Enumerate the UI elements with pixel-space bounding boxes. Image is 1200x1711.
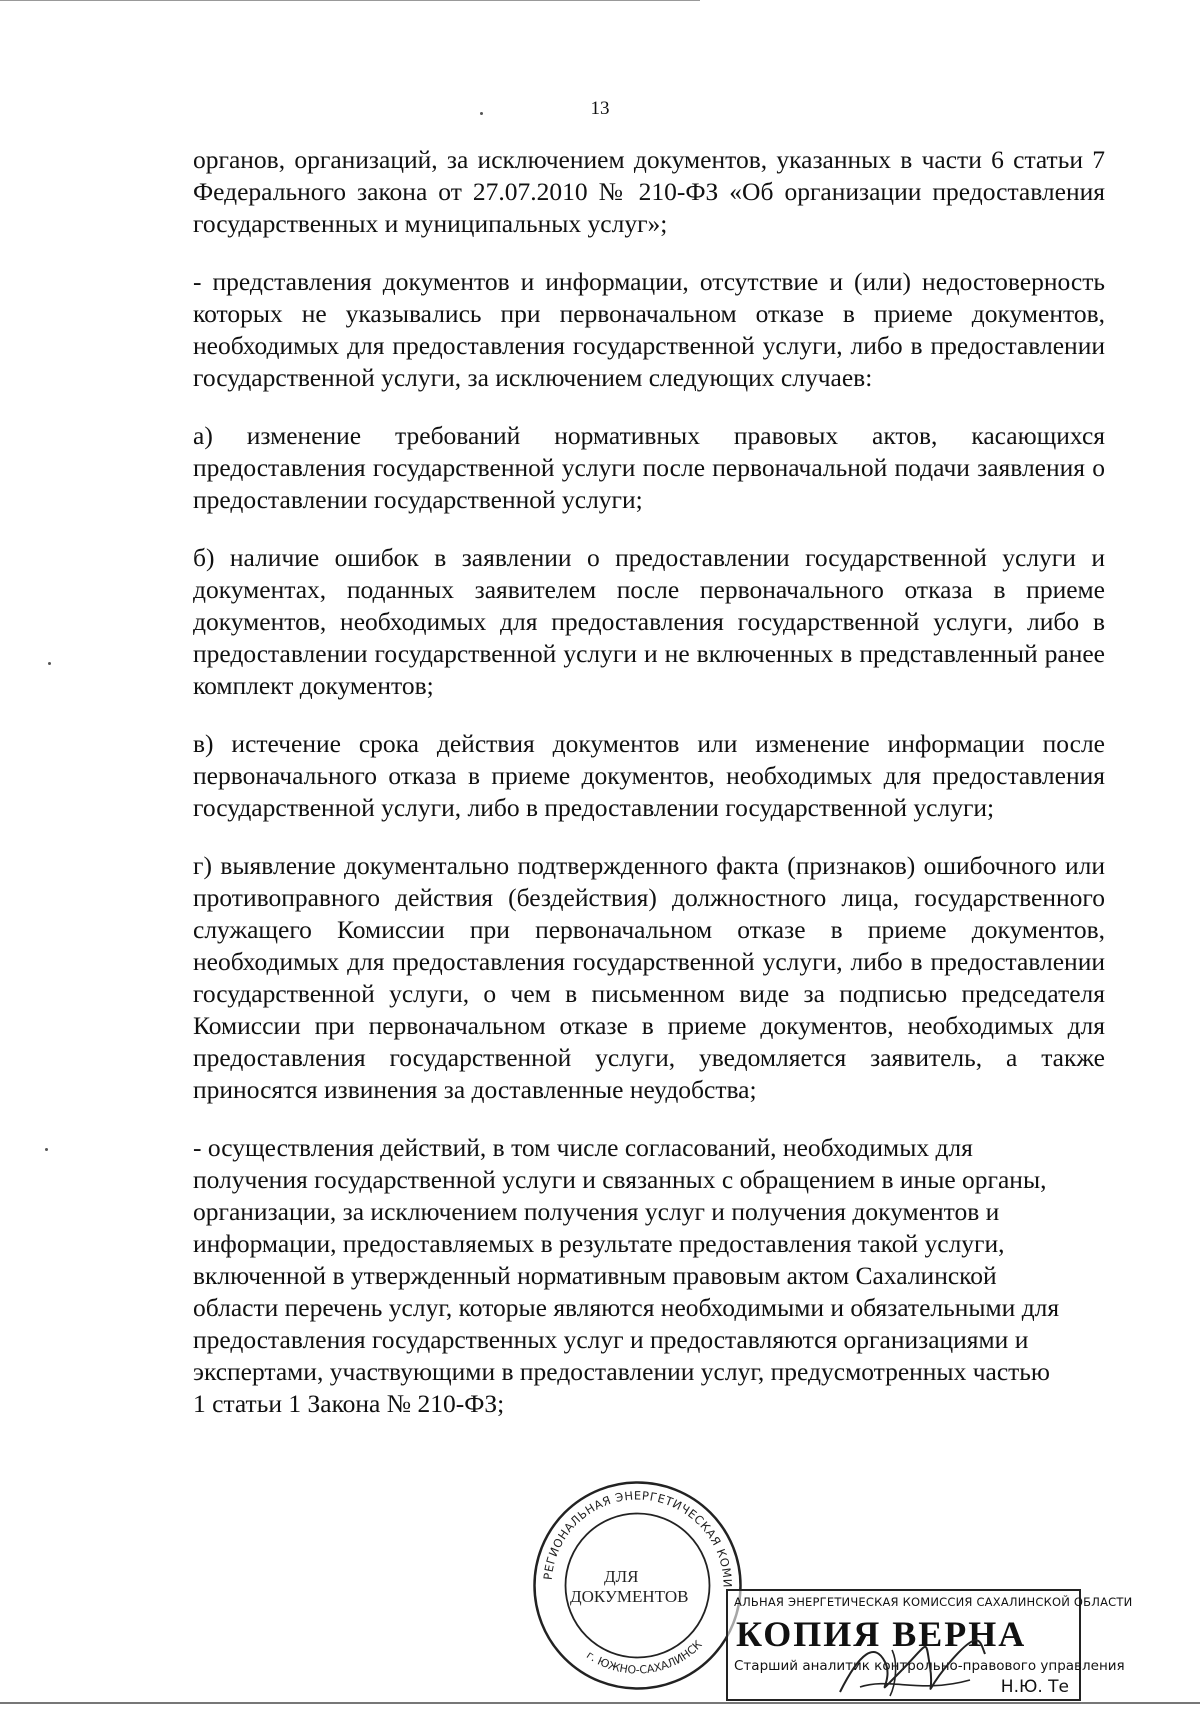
- seal-bottom-text: г. ЮЖНО-САХАЛИНСК: [584, 1637, 705, 1677]
- stamp-organization: АЛЬНАЯ ЭНЕРГЕТИЧЕСКАЯ КОМИССИЯ САХАЛИНСКОЙ ОБЛАСТИ: [734, 1595, 1133, 1609]
- top-edge-rule: [0, 0, 700, 1]
- page-number: 13: [590, 98, 610, 119]
- bottom-edge-rule: [0, 1702, 1200, 1704]
- paragraph-intro: органов, организаций, за исключением документов, указанных в части 6 статьи 7 Федерального закона от 27.07.2010 № 210-ФЗ «Об организации предоставления государственных и муниципальных услуг»;: [193, 145, 1105, 238]
- seal-ring-text: РЕГИОНАЛЬНАЯ ЭНЕРГЕТИЧЕСКАЯ КОМИ: [540, 1488, 735, 1589]
- seal-center-line2: ДОКУМЕНТОВ: [570, 1587, 689, 1606]
- stamp-position: Старший аналитик контрольно-правового управления: [734, 1658, 1125, 1674]
- scan-speck: [48, 662, 51, 665]
- seal-graphic: [530, 1478, 745, 1693]
- paragraph-actions: - осуществления действий, в том числе согласований, необходимых для получения государственной услуги и связанных с обращением в иные органы, организации, за исключением получения услуг и получения документов и информации, предоставляемых в результате предоставления такой услуги, включенной в утвержденный нормативным правовым актом Сахалинской области перечень услуг, которые являются необходимыми и обязательными для предоставления государственных услуг и предоставляются организациями и экспертами, участвующими в предоставлении услуг, предусмотренных частью 1 статьи 1 Закона № 210-ФЗ;: [193, 1133, 1060, 1418]
- document-body: [193, 144, 1105, 1446]
- paragraph-case-a: а) изменение требований нормативных правовых актов, касающихся предоставления государственной услуги после первоначальной подачи заявления о предоставлении государственной услуги;: [193, 421, 1105, 514]
- paragraph-case-v: в) истечение срока действия документов или изменение информации после первоначального отказа в приеме документов, необходимых для предоставления государственной услуги, либо в предоставлении государственной услуги;: [193, 729, 1105, 822]
- paragraph-documents-info: - представления документов и информации, отсутствие и (или) недостоверность которых не указывались при первоначальном отказе в приеме документов, необходимых для предоставления государственной услуги, либо в предоставлении государственной услуги, за исключением следующих случаев:: [193, 267, 1105, 392]
- paragraph-case-b: б) наличие ошибок в заявлении о предоставлении государственной услуги и документах, поданных заявителем после первоначального отказа в приеме документов, необходимых для предоставления государственной услуги, либо в предоставлении государственной услуги и не включенных в представленный ранее комплект документов;: [193, 543, 1105, 700]
- seal-center-line1: ДЛЯ: [604, 1567, 639, 1586]
- scan-speck: [480, 112, 483, 115]
- stamp-signer-name: Н.Ю. Те: [1000, 1677, 1069, 1697]
- handwritten-signature: [830, 1632, 990, 1704]
- stamp-title: КОПИЯ ВЕРНА: [736, 1614, 1027, 1654]
- round-seal: [530, 1478, 745, 1693]
- paragraph-case-g: г) выявление документально подтвержденного факта (признаков) ошибочного или противоправного действия (бездействия) должностного лица, государственного служащего Комиссии при первоначальном отказе в приеме документов, необходимых для предоставления государственной услуги, либо в предоставлении государственной услуги, о чем в письменном виде за подписью председателя Комиссии при первоначальном отказе в приеме документов, необходимых для предоставления государственной услуги, уведомляется заявитель, а также приносятся извинения за доставленные неудобства;: [193, 851, 1105, 1104]
- scan-speck: [45, 1148, 48, 1151]
